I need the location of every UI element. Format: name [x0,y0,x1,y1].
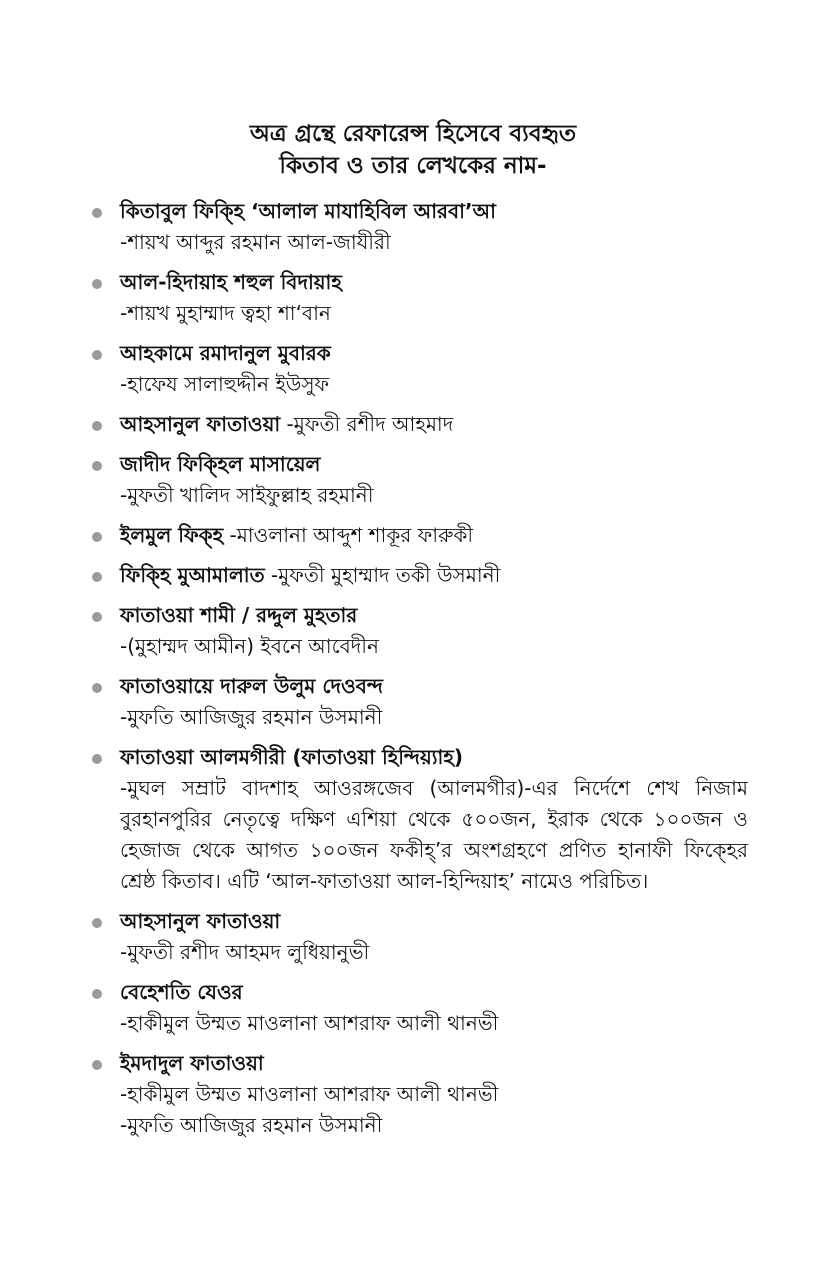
book-title: ইলমুল ফিক্হ [120,523,224,547]
book-description: -মুঘল সম্রাট বাদশাহ আওরঙ্গজেব (আলমগীর)-এর নির্দেশে শেখ নিজাম বুরহানপুরির নেতৃত্বে দক্ষিণ এশিয়া থেকে ৫০০জন, ইরাক থেকে ১০০জন ও হেজাজ থেকে আগত ১০০জন ফকীহ্’র অংশগ্রহণে প্রণিত হানাফী ফিক্হের শ্রেষ্ঠ কিতাব। এটি ‘আল-ফাতাওয়া আল-হিন্দিয়াহ’ নামেও পরিচিত। [120,776,748,893]
book-author-secondary: -মুফতি আজিজুর রহমান উসমানী [120,1113,383,1137]
heading-line-1: অত্র গ্রন্থে রেফারেন্স হিসেবে ব্যবহৃত [249,121,577,147]
book-author: -মুফতী মুহাম্মাদ তকী উসমানী [264,563,501,587]
bullet-icon [92,350,102,360]
book-author: -হাকীমুল উম্মত মাওলানা আশরাফ আলী থানভী [120,1082,499,1106]
book-author: -শায়খ আব্দুর রহমান আল-জাযীরী [120,230,391,254]
list-item [88,267,748,329]
list-item [88,906,748,968]
book-author: -(মুহাম্মদ আমীন) ইবনে আবেদীন [120,634,379,658]
bullet-icon [92,1060,102,1070]
reference-book-list [88,196,748,1150]
bullet-icon [92,461,102,471]
list-item [88,560,748,591]
book-title: বেহেশতি যেওর [120,980,243,1004]
book-title: জাদীদ ফিক্হিল মাসায়েল [120,452,321,476]
list-item [88,742,748,897]
bullet-icon [92,532,102,542]
bullet-icon [92,421,102,431]
bullet-icon [92,572,102,582]
book-title: ফাতাওয়া শামী / রদ্দুল মুহতার [120,603,358,627]
book-title: ফিক্হি মুআমালাত [120,563,265,587]
book-title: আহকামে রমাদানুল মুবারক [120,341,331,365]
bullet-icon [92,918,102,928]
list-item [88,409,748,440]
book-author: -শায়খ মুহাম্মাদ ত্বহা শা‘বান [120,301,331,325]
book-author: -মুফতী রশীদ আহমদ লুধিয়ানুভী [120,940,370,964]
list-item [88,600,748,662]
book-title: ইমদাদুল ফাতাওয়া [120,1051,264,1075]
bullet-icon [92,683,102,693]
book-author: -মুফতী খালিদ সাইফুল্লাহ রহমানী [120,483,374,507]
list-item [88,196,748,258]
page-heading [0,118,826,182]
bullet-icon [92,279,102,289]
bullet-icon [92,754,102,764]
list-item [88,338,748,400]
bullet-icon [92,612,102,622]
book-title: আহসানুল ফাতাওয়া [120,909,281,933]
book-author: -মুফতি আজিজুর রহমান উসমানী [120,705,383,729]
book-title: আহসানুল ফাতাওয়া [120,412,281,436]
book-title: আল-হিদায়াহ শহুল বিদায়াহ [120,270,342,294]
book-author: -হাকীমুল উম্মত মাওলানা আশরাফ আলী থানভী [120,1011,499,1035]
book-title: ফাতাওয়া আলমগীরী (ফাতাওয়া হিন্দিয়্যাহ) [120,745,463,769]
bullet-icon [92,989,102,999]
list-item [88,671,748,733]
heading-line-2: কিতাব ও তার লেখকের নাম- [279,153,547,179]
bullet-icon [92,208,102,218]
book-title: কিতাবুল ফিক্হি ‘আলাল মাযাহিবিল আরবা’আ [120,199,496,223]
book-author: -হাফেয সালাহুদ্দীন ইউসুফ [120,372,330,396]
book-author: -মুফতী রশীদ আহমাদ [280,412,454,436]
book-title: ফাতাওয়ায়ে দারুল উলুম দেওবন্দ [120,674,383,698]
list-item [88,520,748,551]
list-item [88,977,748,1039]
book-author: -মাওলানা আব্দুশ শাকূর ফারুকী [223,523,474,547]
list-item [88,449,748,511]
list-item [88,1048,748,1141]
